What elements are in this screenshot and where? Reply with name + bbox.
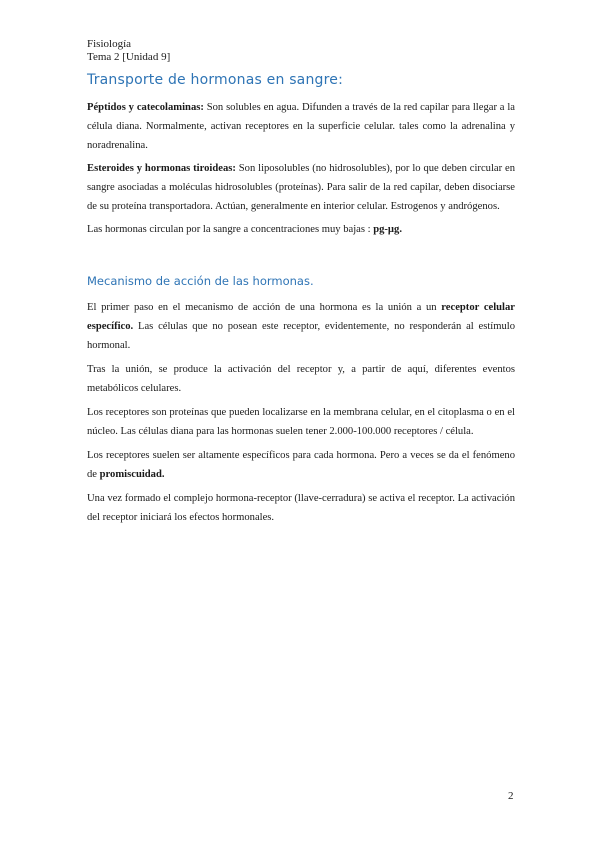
text-first-step: El primer paso en el mecanismo de acción de una hormona es la unión a un xyxy=(87,302,442,313)
term-receptor: receptor celular específico. xyxy=(87,302,515,332)
page-header xyxy=(87,38,170,64)
section-mechanism xyxy=(87,298,515,532)
paragraph-activation: Tras la unión, se produce la activación del receptor y, a partir de aquí, diferentes eventos metabólicos celulares. xyxy=(87,364,515,394)
paragraph-peptides xyxy=(87,98,515,155)
paragraph-specificity xyxy=(87,446,515,484)
paragraph-complex: Una vez formado el complejo hormona-receptor (llave-cerradura) se activa el receptor. La activación del receptor iniciará los efectos hormonales. xyxy=(87,493,515,523)
term-peptides: Péptidos y catecolaminas: xyxy=(87,102,204,113)
term-steroids: Esteroides y hormonas tiroideas: xyxy=(87,163,236,174)
text-specificity: Los receptores suelen ser altamente específicos para cada hormona. Pero a veces se da el fenómeno de xyxy=(87,450,515,480)
text-steroids: Son liposolubles (no hidrosolubles), por lo que deben circular en sangre asociadas a moléculas hidrosolubles (proteínas). Para salir de la red capilar, deben disociarse de su proteína transportadora. Actúan, generalmente en interior celular. Estrogenos y andrógenos. xyxy=(87,163,515,212)
text-peptides: Son solubles en agua. Difunden a través de la red capilar para llegar a la célula diana. Normalmente, activan receptores en la superficie celular. tales como la adrenalina y noradrenalina. xyxy=(87,102,515,151)
term-promiscuity: promiscuidad. xyxy=(99,469,165,480)
section-title-mechanism: Mecanismo de acción de las hormonas. xyxy=(87,274,314,288)
text-first-step-2: Las células que no posean este receptor, evidentemente, no responderán al estímulo hormonal. xyxy=(87,321,515,351)
header-subject: Fisiología xyxy=(87,38,132,50)
paragraph-first-step xyxy=(87,298,515,355)
paragraph-steroids xyxy=(87,159,515,216)
header-unit: Tema 2 [Unidad 9] xyxy=(87,51,171,63)
paragraph-receptors-location: Los receptores son proteínas que pueden localizarse en la membrana celular, en el citoplasma o en el núcleo. Las células diana para las hormonas suelen tener 2.000-100.000 receptores / célula. xyxy=(87,407,515,437)
section-title-transport: Transporte de hormonas en sangre: xyxy=(87,72,344,88)
text-concentration: Las hormonas circulan por la sangre a concentraciones muy bajas : xyxy=(87,224,374,235)
page-number: 2 xyxy=(508,790,514,802)
section-transport xyxy=(87,98,515,243)
paragraph-concentration xyxy=(87,220,515,239)
term-concentration: pg-µg. xyxy=(373,224,402,235)
